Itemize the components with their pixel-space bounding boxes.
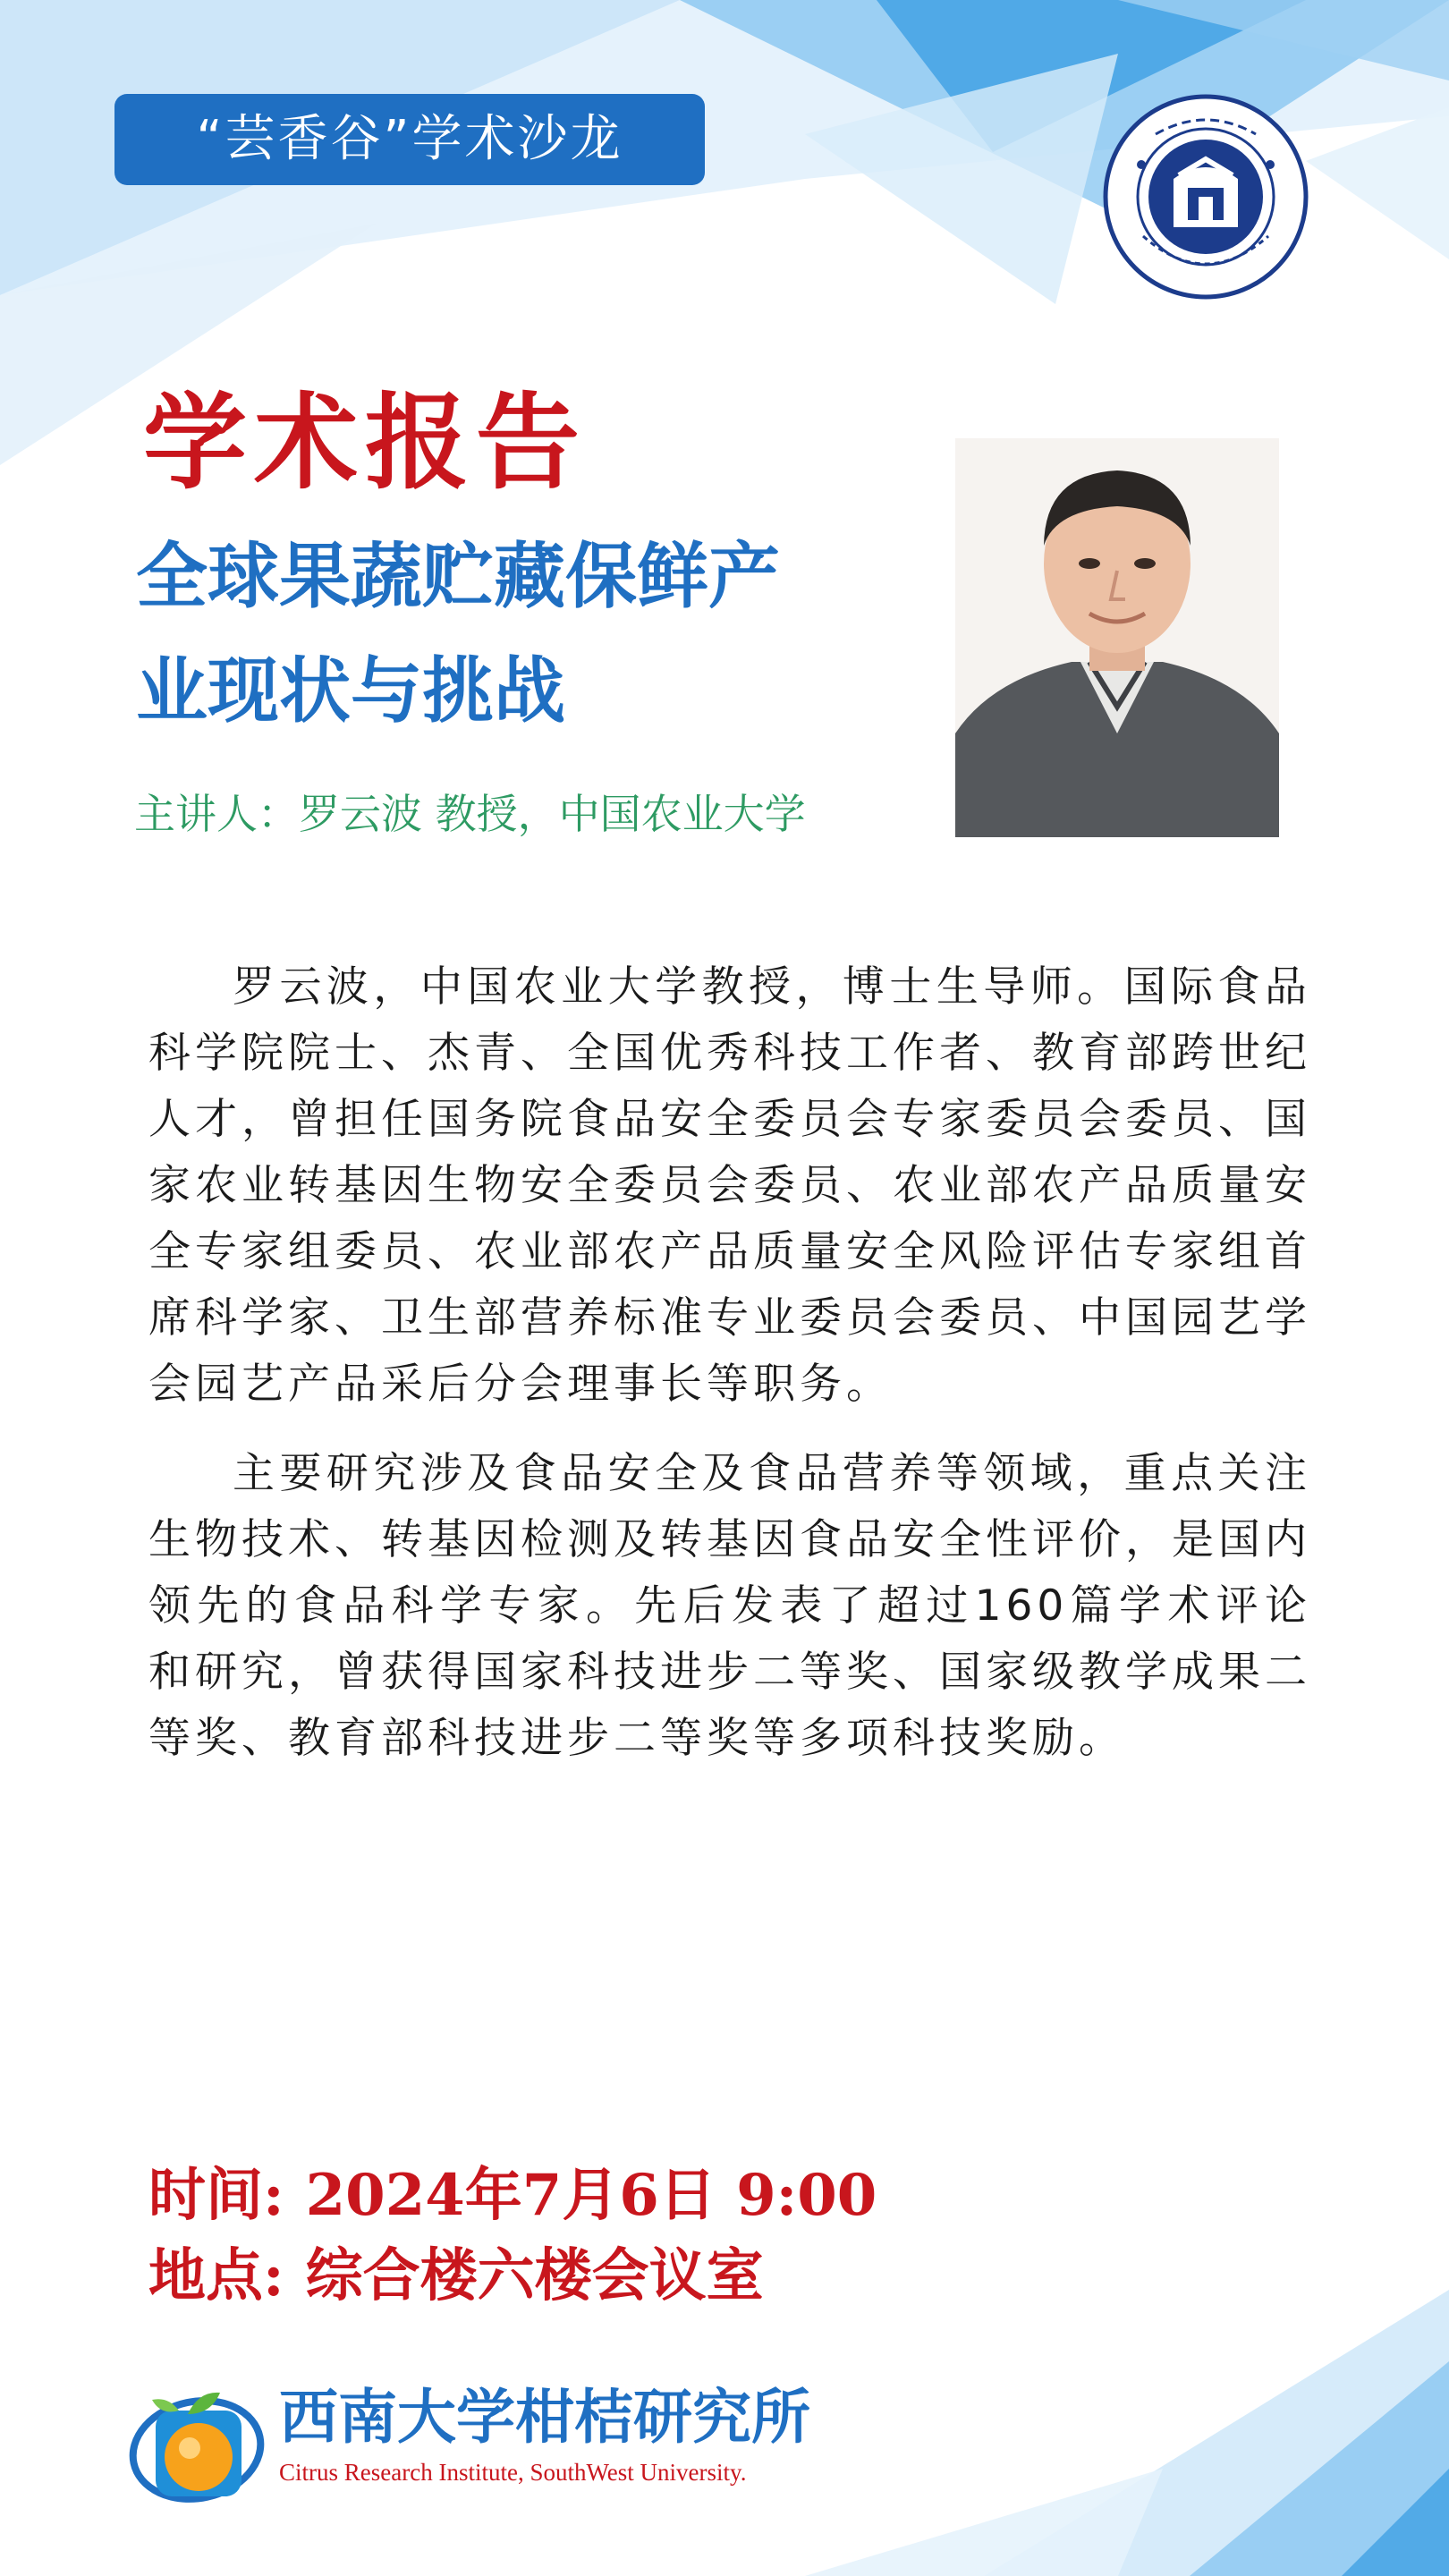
- report-topic-line-1: 全球果蔬贮藏保鲜产: [136, 534, 780, 618]
- bio-paragraph-1: 罗云波，中国农业大学教授，博士生导师。国际食品科学院院士、杰青、全国优秀科技工作者、教育部跨世纪人才，曾担任国务院食品安全委员会专家委员会委员、国家农业转基因生物安全委员会委员、农业部农产品质量安全专家组委员、农业部农产品质量安全风险评估专家组首席科学家、卫生部营养标准专业委员会委员、中国园艺学会园艺产品采后分会理事长等职务。: [148, 962, 1311, 1409]
- report-topic: [136, 519, 941, 748]
- citrus-institute-logo-icon: [125, 2375, 268, 2509]
- event-place-row: [148, 2236, 877, 2317]
- speaker-line: 主讲人：罗云波 教授，中国农业大学: [134, 790, 806, 838]
- institute-name-cn: 西南大学柑桔研究所: [279, 2382, 810, 2452]
- speaker-portrait-icon: [955, 438, 1279, 837]
- event-info: [148, 2156, 877, 2317]
- event-time-label: 时间:: [148, 2162, 284, 2229]
- event-time-value: 2024年7月6日 9:00: [305, 2162, 877, 2229]
- event-place-label: 地点:: [148, 2242, 284, 2309]
- salon-tag: [114, 94, 705, 185]
- event-time-row: [148, 2156, 877, 2236]
- report-topic-line-2: 业现状与挑战: [136, 648, 565, 733]
- speaker-bio: [148, 954, 1311, 1795]
- event-place-value: 综合楼六楼会议室: [305, 2242, 764, 2309]
- speaker-photo: [955, 438, 1279, 837]
- report-title: 学术报告: [143, 382, 587, 504]
- salon-tag-label: “芸香谷”学术沙龙: [196, 110, 623, 168]
- southwest-university-seal-icon: [1102, 93, 1309, 301]
- institute-name-en: Citrus Research Institute, SouthWest University.: [279, 2459, 747, 2486]
- bio-paragraph-2: 主要研究涉及食品安全及食品营养等领域，重点关注生物技术、转基因检测及转基因食品安全性评价，是国内领先的食品科学专家。先后发表了超过160篇学术评论和研究，曾获得国家科技进步二等奖、国家级教学成果二等奖、教育部科技进步二等奖等多项科技奖励。: [148, 1449, 1311, 1763]
